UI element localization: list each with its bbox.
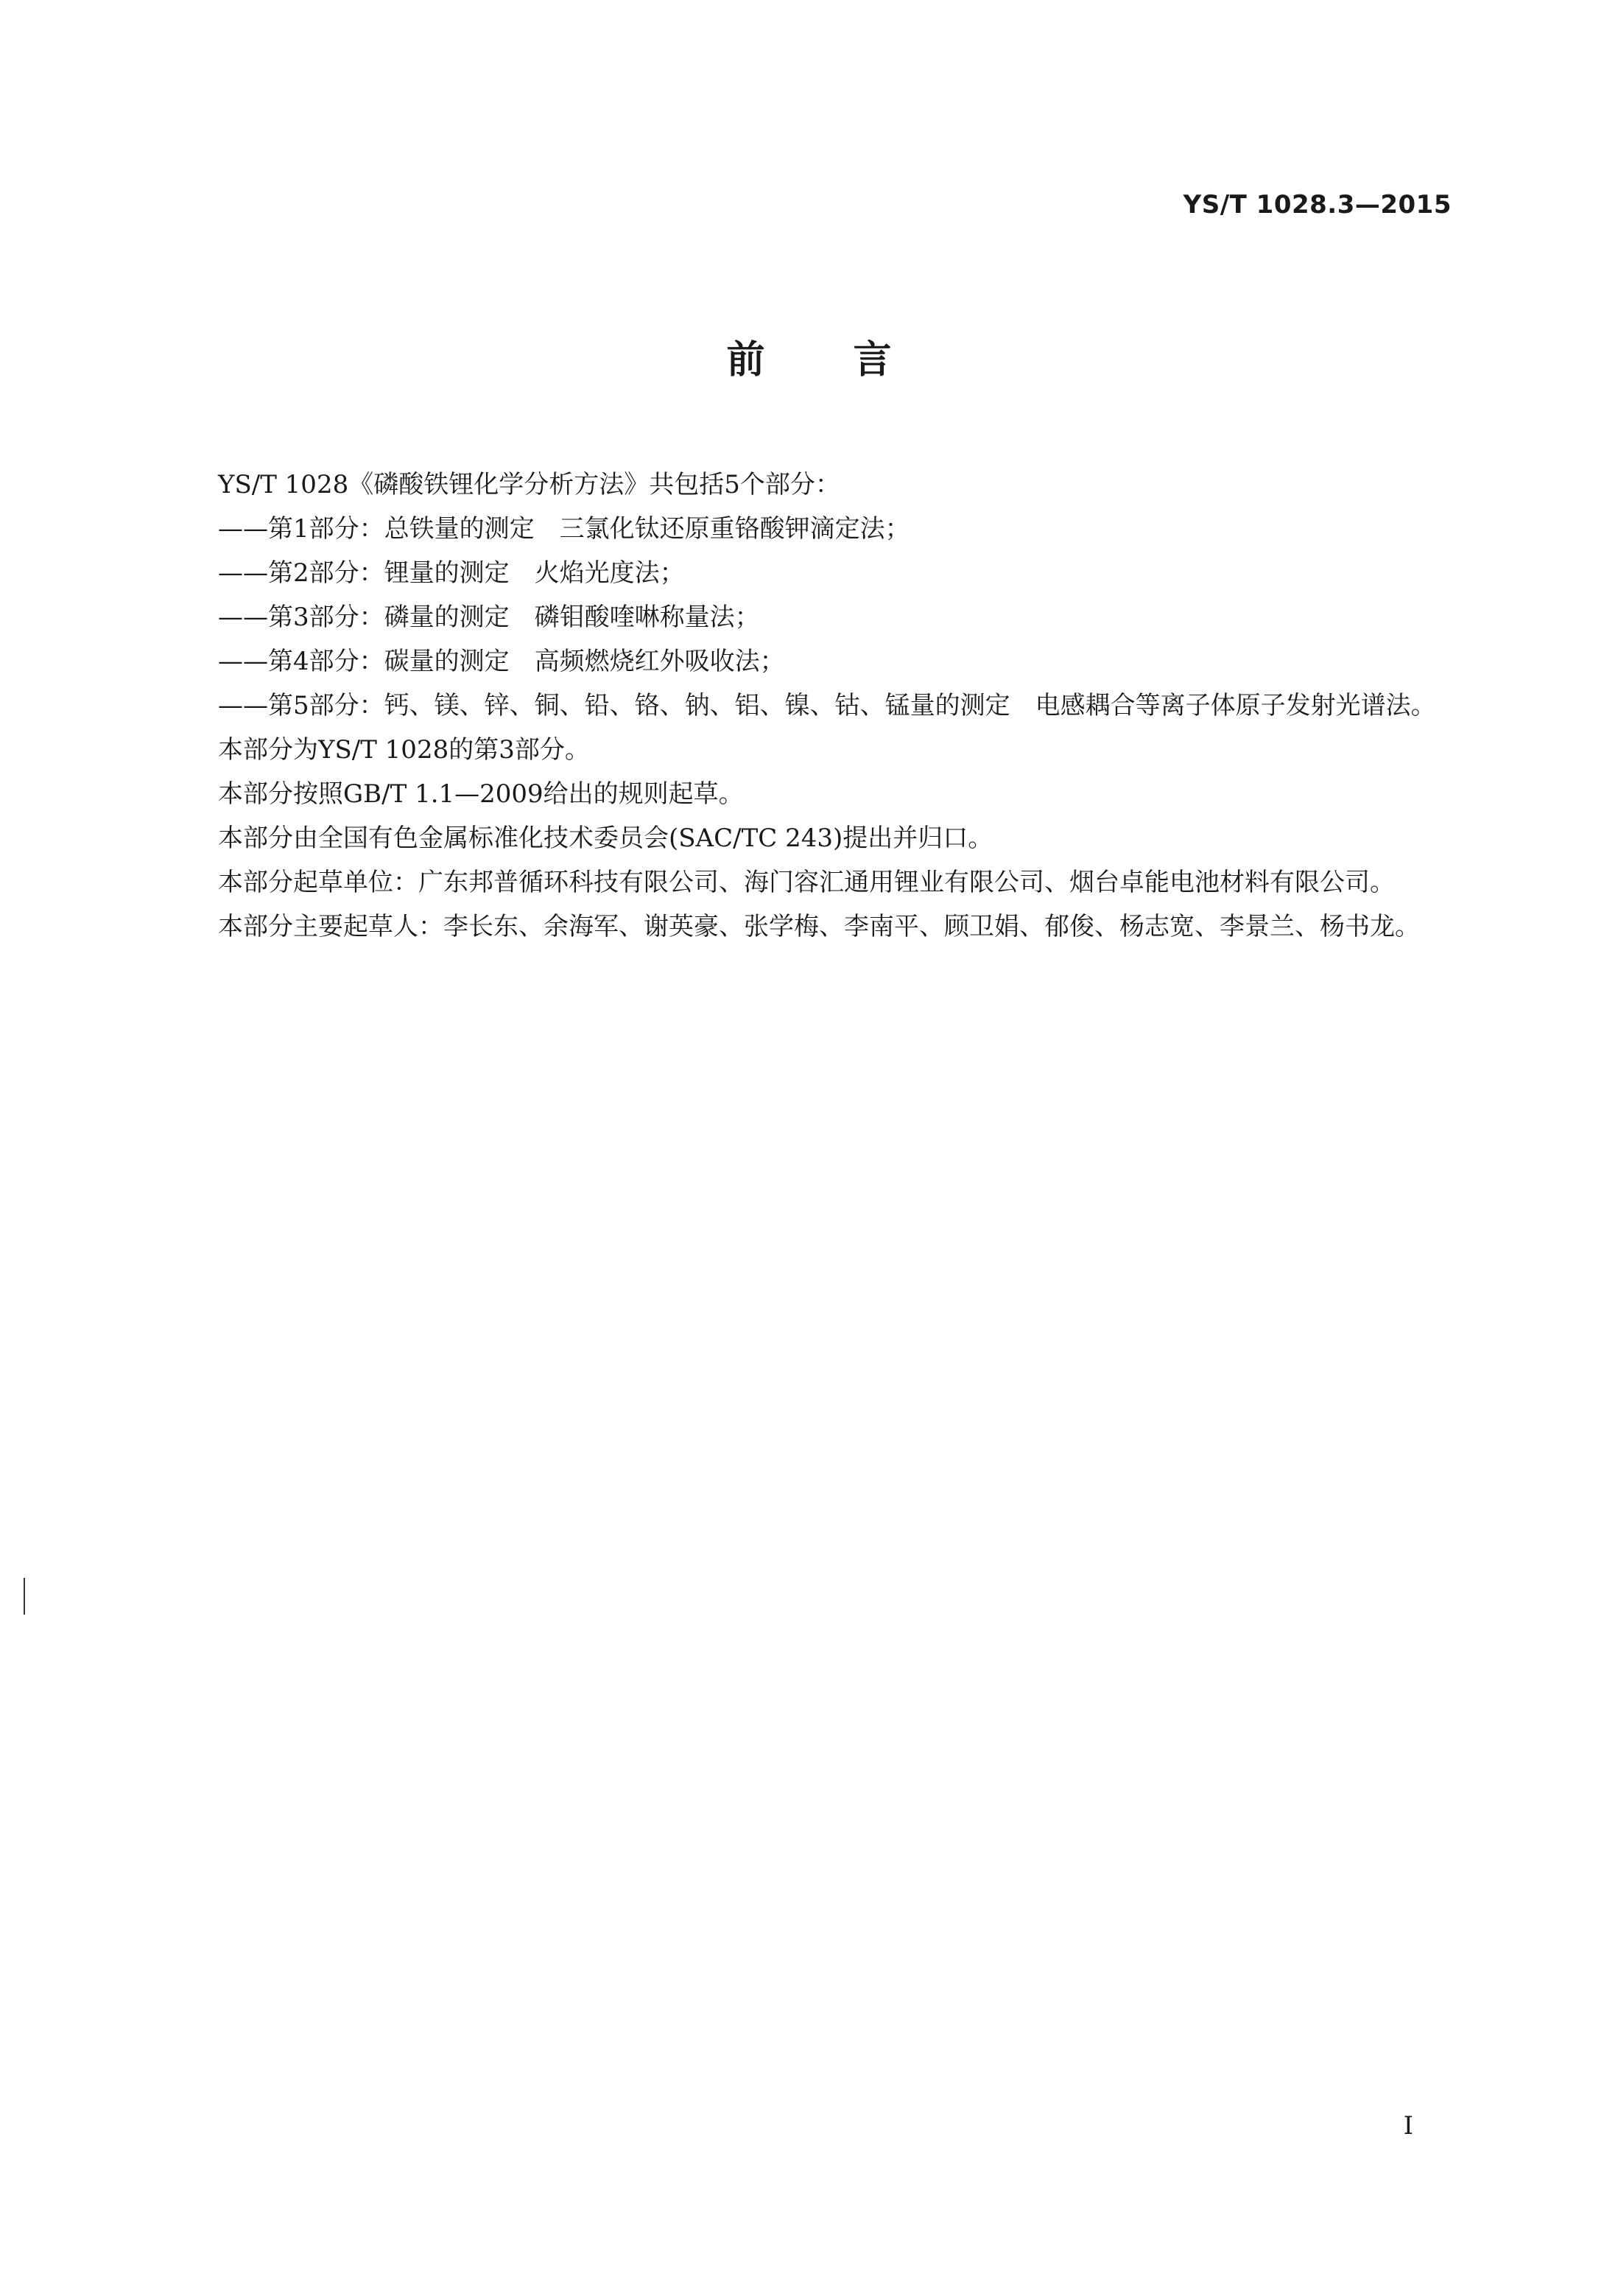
item-dash: —— bbox=[218, 514, 268, 544]
part-item bbox=[168, 551, 1453, 595]
item-dash: —— bbox=[218, 558, 268, 588]
standard-number: YS/T 1028.3—2015 bbox=[1183, 190, 1452, 220]
item-dash: —— bbox=[218, 691, 268, 720]
part-item bbox=[168, 639, 1453, 684]
document-body bbox=[168, 463, 1453, 949]
item-dash: —— bbox=[218, 603, 268, 632]
part-item-text: 第3部分：磷量的测定 磷钼酸喹啉称量法； bbox=[268, 603, 760, 632]
body-paragraph: 本部分为YS/T 1028的第3部分。 bbox=[218, 735, 590, 765]
part-item-text: 第2部分：锂量的测定 火焰光度法； bbox=[268, 558, 685, 588]
part-item bbox=[168, 507, 1453, 551]
body-paragraph: 本部分按照GB/T 1.1—2009给出的规则起草。 bbox=[218, 779, 744, 809]
part-item bbox=[168, 684, 1453, 728]
part-item-text: 第1部分：总铁量的测定 三氯化钛还原重铬酸钾滴定法； bbox=[268, 514, 910, 544]
page-number: I bbox=[1403, 2111, 1413, 2141]
part-item-text: 第4部分：碳量的测定 高频燃烧红外吸收法； bbox=[268, 647, 785, 676]
page-title: 前言 bbox=[726, 338, 980, 382]
item-dash: —— bbox=[218, 647, 268, 676]
body-paragraph: 本部分由全国有色金属标准化技术委员会(SAC/TC 243)提出并归口。 bbox=[218, 824, 993, 853]
binding-margin-mark bbox=[24, 1578, 25, 1615]
part-item-text: 第5部分：钙、镁、锌、铜、铅、铬、钠、铝、镍、钴、锰量的测定 电感耦合等离子体原子发射光谱法。 bbox=[268, 691, 1436, 720]
intro-paragraph: YS/T 1028《磷酸铁锂化学分析方法》共包括5个部分： bbox=[218, 470, 840, 499]
body-paragraph: 本部分起草单位：广东邦普循环科技有限公司、海门容汇通用锂业有限公司、烟台卓能电池材料有限公司。 bbox=[218, 868, 1395, 897]
part-item bbox=[168, 595, 1453, 639]
body-paragraph: 本部分主要起草人：李长东、余海军、谢英豪、张学梅、李南平、顾卫娟、郁俊、杨志宽、李景兰、杨书龙。 bbox=[218, 912, 1420, 941]
